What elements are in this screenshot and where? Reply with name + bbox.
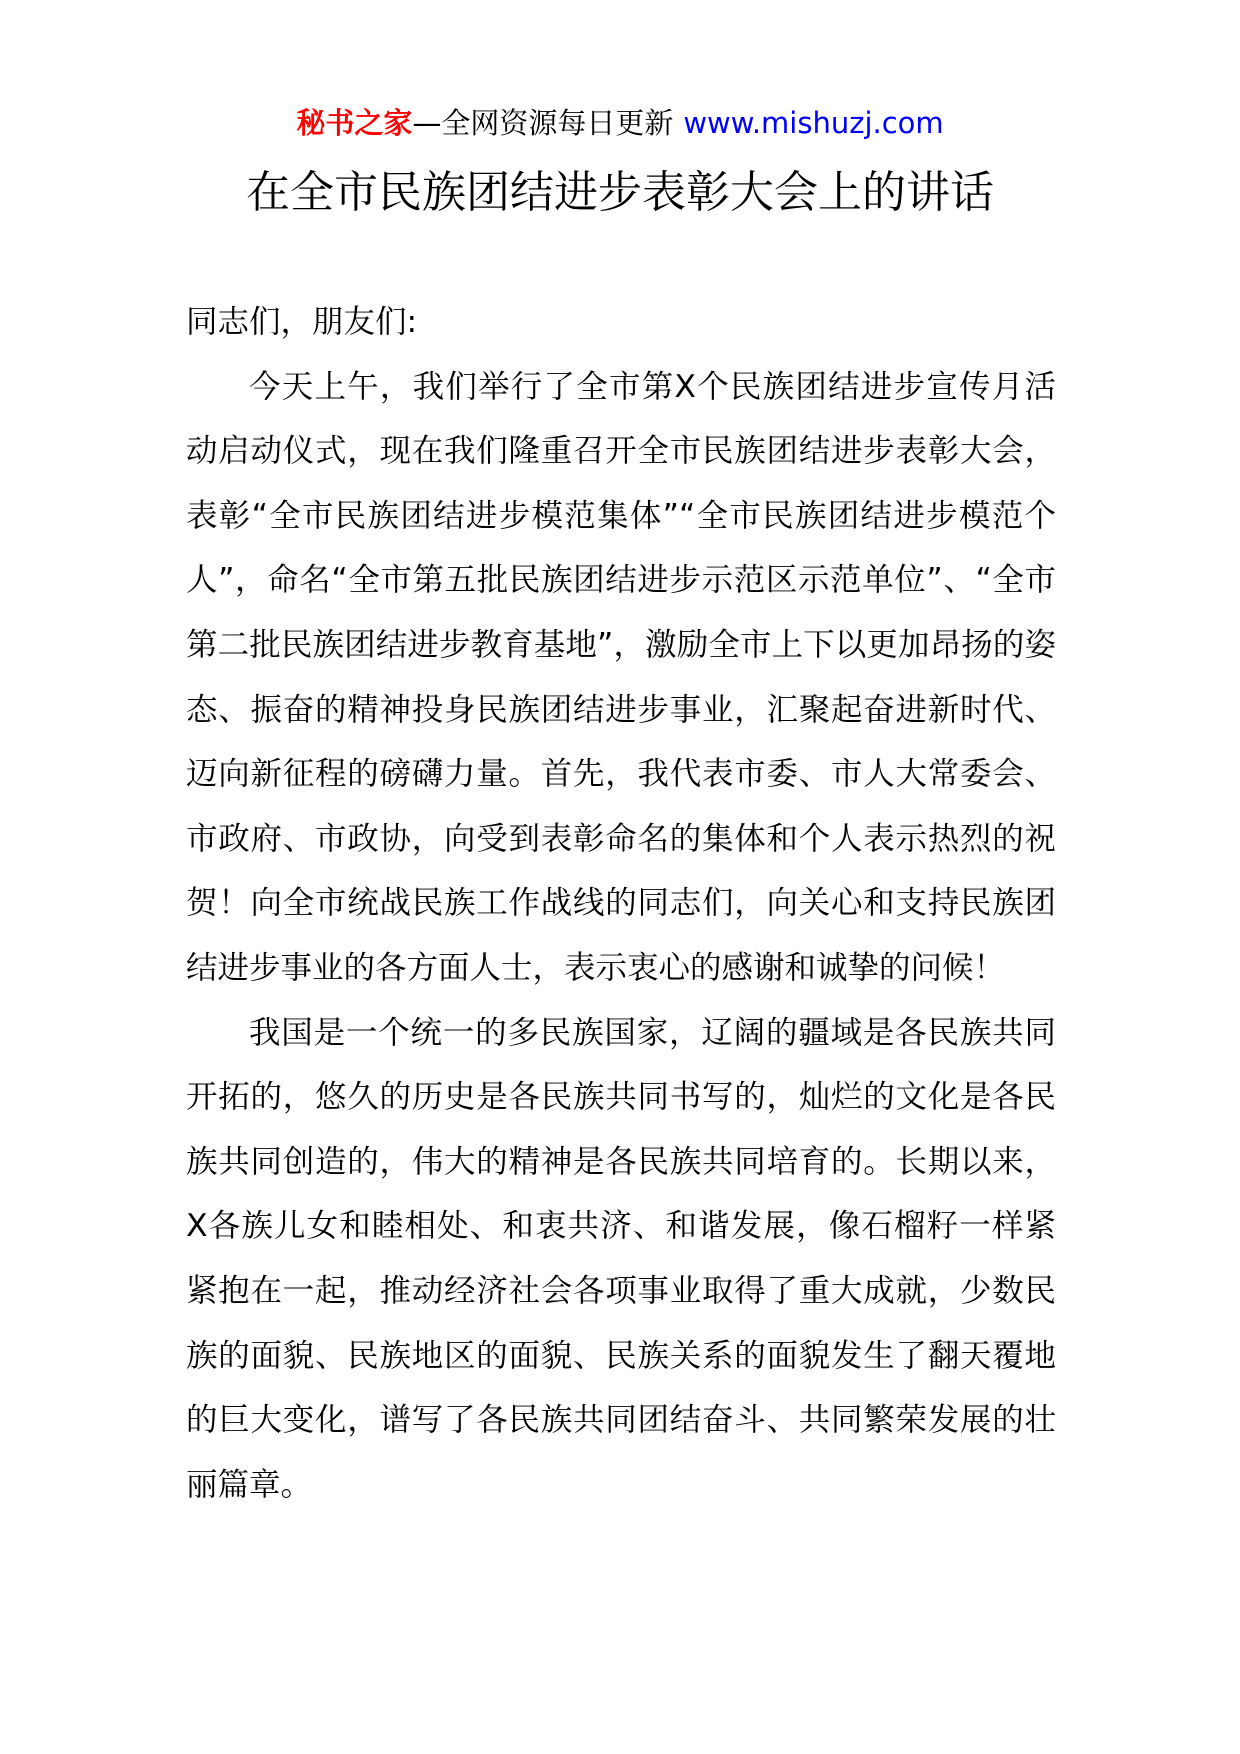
brand-name: 秘书之家 (296, 106, 413, 140)
document-title: 在全市民族团结进步表彰大会上的讲话 (246, 167, 994, 218)
site-url-link[interactable]: www.mishuzj.com (683, 106, 944, 140)
document-body (186, 290, 1056, 1517)
site-header (0, 103, 1240, 143)
paragraph-1: 今天上午，我们举行了全市第X个民族团结进步宣传月活动启动仪式，现在我们隆重召开全市民族团结进步表彰大会，表彰“全市民族团结进步模范集体”“全市民族团结进步模范个人”，命名“全市第五批民族团结进步示范区示范单位”、“全市第二批民族团结进步教育基地”，激励全市上下以更加昂扬的姿态、振奋的精神投身民族团结进步事业，汇聚起奋进新时代、迈向新征程的磅礴力量。首先，我代表市委、市人大常委会、市政府、市政协，向受到表彰命名的集体和个人表示热烈的祝贺！向全市统战民族工作战线的同志们，向关心和支持民族团结进步事业的各方面人士，表示衷心的感谢和诚挚的问候！ (186, 368, 1056, 986)
salutation: 同志们，朋友们: (186, 304, 418, 340)
header-tagline: —全网资源每日更新 (412, 106, 674, 140)
paragraph-2: 我国是一个统一的多民族国家，辽阔的疆域是各民族共同开拓的，悠久的历史是各民族共同书写的，灿烂的文化是各民族共同创造的，伟大的精神是各民族共同培育的。长期以来，X各族儿女和睦相处、和衷共济、和谐发展，像石榴籽一样紧紧抱在一起，推动经济社会各项事业取得了重大成就，少数民族的面貌、民族地区的面貌、民族关系的面貌发生了翻天覆地的巨大变化，谱写了各民族共同团结奋斗、共同繁荣发展的壮丽篇章。 (186, 1014, 1056, 1503)
